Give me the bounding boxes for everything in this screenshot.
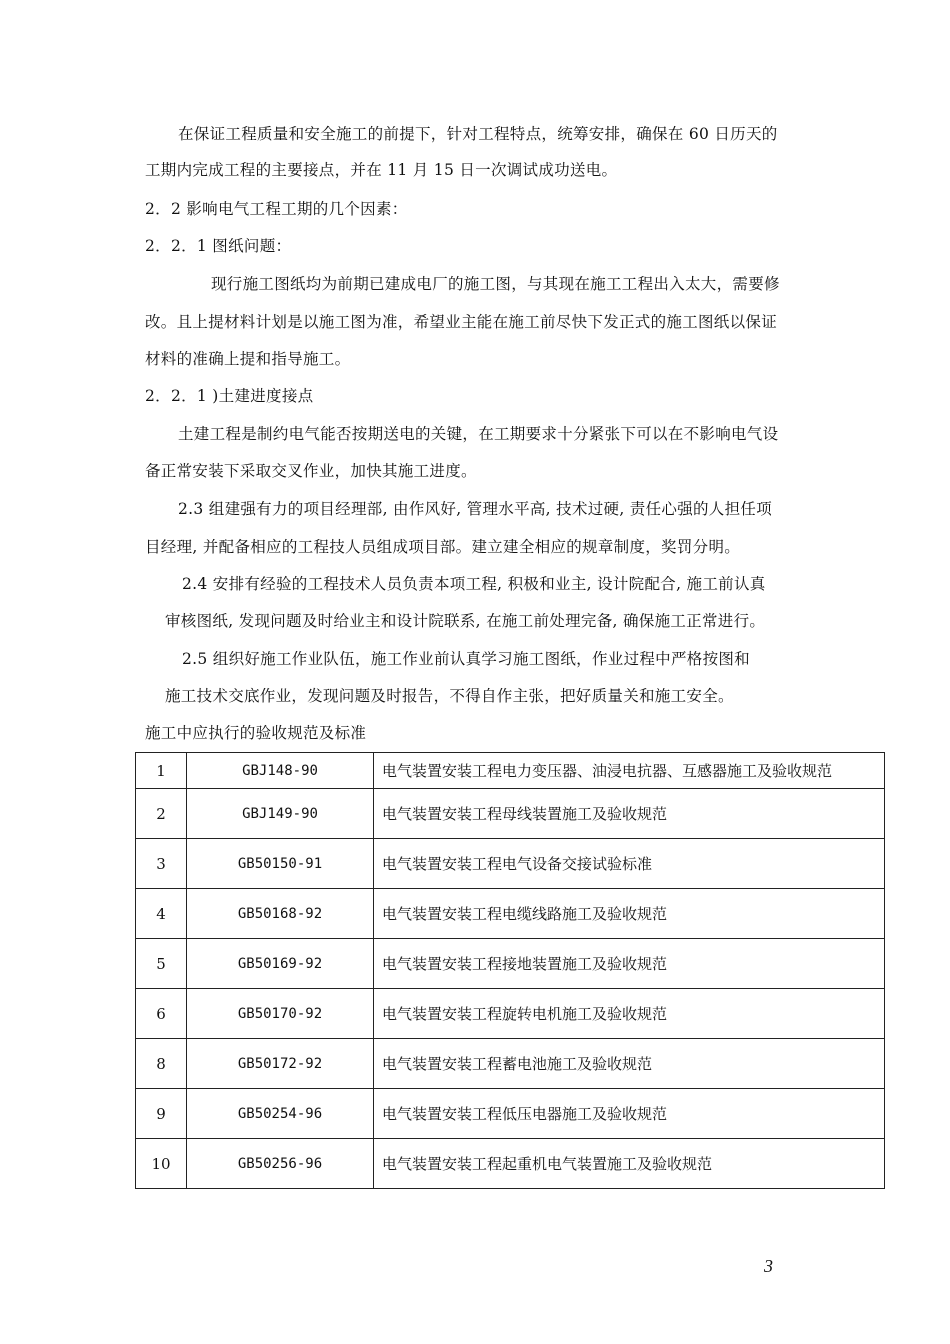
section-heading: 2．2．1 图纸问题： [145, 237, 292, 255]
row-number: 9 [136, 1089, 187, 1139]
table-row [136, 1039, 885, 1089]
paragraph-line: 工期内完成工程的主要接点，并在 11 月 15 日一次调试成功送电。 [145, 161, 618, 179]
row-number: 3 [136, 839, 187, 889]
section-heading: 2．2 影响电气工程工期的几个因素： [145, 200, 408, 218]
table-row [136, 839, 885, 889]
standard-code: GB50254-96 [187, 1089, 374, 1139]
paragraph-line: 2.5 组织好施工作业队伍，施工作业前认真学习施工图纸，作业过程中严格按图和 [182, 650, 750, 668]
standard-name: 电气装置安装工程旋转电机施工及验收规范 [374, 989, 885, 1039]
row-number: 10 [136, 1139, 187, 1189]
section-heading: 2．2．1 )土建进度接点 [145, 387, 314, 405]
standard-name: 电气装置安装工程接地装置施工及验收规范 [374, 939, 885, 989]
paragraph-line: 现行施工图纸均为前期已建成电厂的施工图，与其现在施工工程出入太大，需要修 [211, 275, 780, 293]
paragraph-line: 审核图纸, 发现问题及时给业主和设计院联系, 在施工前处理完备, 确保施工正常进行。 [165, 612, 766, 630]
standard-code: GB50168-92 [187, 889, 374, 939]
row-number: 4 [136, 889, 187, 939]
page-number: 3 [764, 1256, 773, 1276]
standard-code: GBJ149-90 [187, 789, 374, 839]
table-row [136, 889, 885, 939]
paragraph-line: 备正常安装下采取交叉作业，加快其施工进度。 [145, 462, 477, 480]
paragraph-line: 目经理, 并配备相应的工程技人员组成项目部。建立建全相应的规章制度，奖罚分明。 [145, 538, 741, 556]
row-number: 8 [136, 1039, 187, 1089]
row-number: 2 [136, 789, 187, 839]
standard-name: 电气装置安装工程起重机电气装置施工及验收规范 [374, 1139, 885, 1189]
standard-code: GB50172-92 [187, 1039, 374, 1089]
standard-code: GBJ148-90 [187, 753, 374, 789]
paragraph-line: 施工技术交底作业，发现问题及时报告，不得自作主张，把好质量关和施工安全。 [165, 687, 734, 705]
paragraph-line: 改。且上提材料计划是以施工图为准，希望业主能在施工前尽快下发正式的施工图纸以保证 [145, 313, 778, 331]
table-row [136, 939, 885, 989]
standard-name: 电气装置安装工程蓄电池施工及验收规范 [374, 1039, 885, 1089]
standard-name: 电气装置安装工程电力变压器、油浸电抗器、互感器施工及验收规范 [374, 753, 885, 789]
paragraph-line: 在保证工程质量和安全施工的前提下，针对工程特点，统筹安排，确保在 60 日历天的 [178, 125, 778, 143]
table-row [136, 753, 885, 789]
paragraph-line: 2.3 组建强有力的项目经理部, 由作风好, 管理水平高, 技术过硬, 责任心强的人担任项 [178, 500, 772, 518]
row-number: 6 [136, 989, 187, 1039]
standard-name: 电气装置安装工程低压电器施工及验收规范 [374, 1089, 885, 1139]
standard-name: 电气装置安装工程电缆线路施工及验收规范 [374, 889, 885, 939]
paragraph-line: 2.4 安排有经验的工程技术人员负责本项工程, 积极和业主, 设计院配合, 施工前认真 [182, 575, 766, 593]
standard-code: GB50169-92 [187, 939, 374, 989]
standard-name: 电气装置安装工程母线装置施工及验收规范 [374, 789, 885, 839]
row-number: 5 [136, 939, 187, 989]
table-caption: 施工中应执行的验收规范及标准 [145, 724, 367, 742]
table-row [136, 789, 885, 839]
standard-name: 电气装置安装工程电气设备交接试验标准 [374, 839, 885, 889]
paragraph-line: 材料的准确上提和指导施工。 [145, 350, 351, 368]
paragraph-line: 土建工程是制约电气能否按期送电的关键，在工期要求十分紧张下可以在不影响电气设 [178, 425, 779, 443]
table-row [136, 989, 885, 1039]
table-row [136, 1089, 885, 1139]
standard-code: GB50150-91 [187, 839, 374, 889]
standards-table [135, 752, 885, 1189]
standard-code: GB50256-96 [187, 1139, 374, 1189]
row-number: 1 [136, 753, 187, 789]
table-row [136, 1139, 885, 1189]
standard-code: GB50170-92 [187, 989, 374, 1039]
